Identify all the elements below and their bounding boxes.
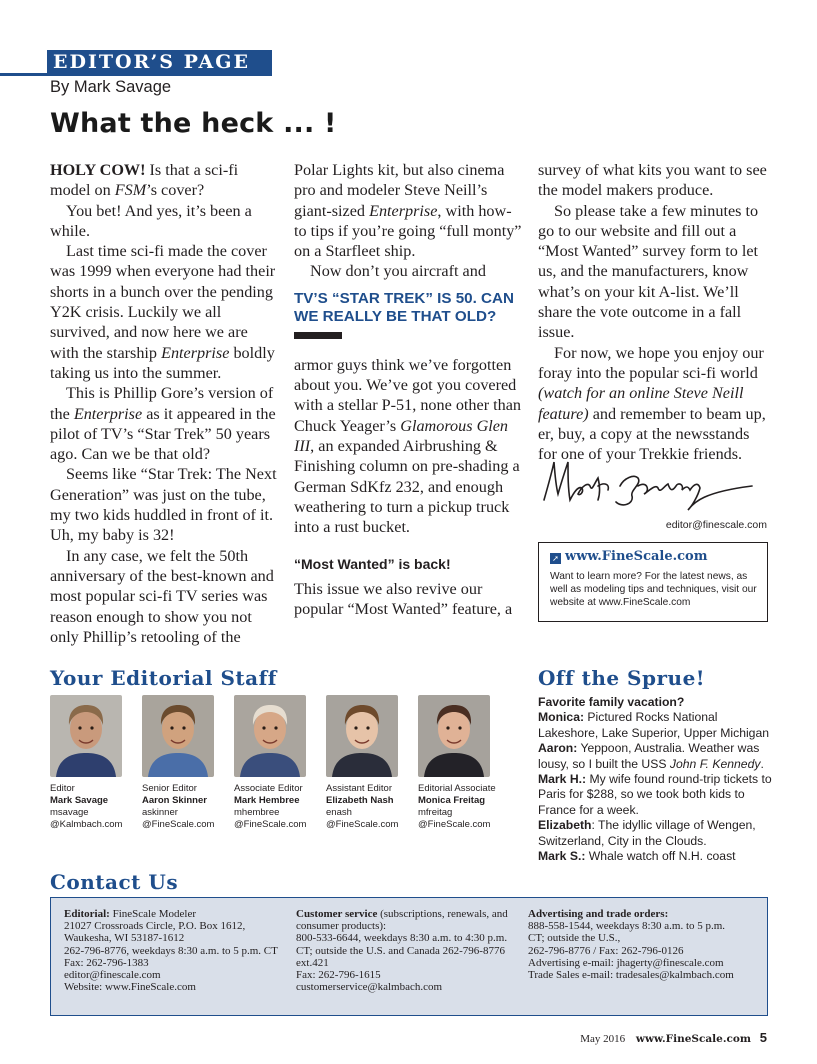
paragraph: For now, we hope you enjoy our foray into the popular sci-fi world (watch for an online Steve Neill feature) and remember to beam up, er, buy, a copy at the newsstands for one of your Trekkie friends. — [538, 343, 766, 464]
paragraph: armor guys think we’ve forgotten about you. We’ve got you covered with a stellar P-51, none other than Chuck Yeager’s Glamorous Glen III, an expanded Airbrushing & Finishing column on pre-shading a German SdKfz 232, and enough weathering to turn a pickup truck into a rust bucket. — [294, 355, 522, 537]
staff-email-domain[interactable]: @FineScale.com — [418, 819, 491, 830]
contact-line: editor@finescale.com — [64, 969, 161, 982]
contact-line: Fax: 262-796-1615 — [296, 969, 381, 982]
pull-quote-bar — [294, 332, 342, 339]
staff-role: Senior Editor — [142, 783, 197, 794]
paragraph: Now don’t you aircraft and — [310, 262, 486, 281]
paragraph: HOLY COW! Is that a sci-fi model on FSM’s cover? — [50, 161, 239, 200]
staff-role: Associate Editor — [234, 783, 303, 794]
issue-date: May 2016 — [580, 1033, 626, 1045]
staff-email-domain[interactable]: @FineScale.com — [234, 819, 307, 830]
staff-email-domain[interactable]: @FineScale.com — [142, 819, 215, 830]
contact-line: CT; outside the U.S. and Canada 262-796-8776 — [296, 944, 505, 957]
sprue-answers — [538, 695, 773, 864]
contact-line: Website: www.FineScale.com — [64, 981, 196, 994]
staff-member — [326, 783, 416, 831]
paragraph: survey of what kits you want to see the model makers produce. — [538, 161, 767, 200]
staff-photo — [142, 695, 214, 777]
staff-role: Assistant Editor — [326, 783, 392, 794]
contact-editorial: Editorial: FineScale Modeler 21027 Crossroads Circle, P.O. Box 1612, Waukesha, WI 53187-1612 262-796-8776, weekdays 8:30 a.m. to 5 p.m. CT Fax: 262-796-1383 editor@finescale.com Website: www.FineScale.com — [64, 908, 289, 993]
staff-username[interactable]: msavage — [50, 807, 89, 818]
website-box — [538, 542, 768, 622]
staff-photo — [50, 695, 122, 777]
staff-photo — [326, 695, 398, 777]
contact-line: ext.421 — [296, 956, 329, 969]
paragraph: Last time sci-fi made the cover was 1999 when everyone had their shorts in a bunch over the pending Y2K crisis. Luckily we all survived, and now here we are with the starship Enterprise boldly taking us into the summer. — [50, 242, 276, 382]
contact-title: Contact Us — [50, 870, 179, 894]
staff-photo — [418, 695, 490, 777]
paragraph: In any case, we felt the 50th anniversary of the best-known and most popular sci-fi TV series was reason enough to show you not only Phillip’s retooling of the — [50, 546, 274, 646]
staff-username[interactable]: askinner — [142, 807, 178, 818]
article-column-2 — [294, 160, 524, 619]
staff-member — [142, 783, 232, 831]
paragraph: Polar Lights kit, but also cinema pro and modeler Steve Neill’s giant-sized Enterprise, with how-to tips if you’re going “full monty” on a Starfleet ship. — [294, 161, 522, 261]
staff-name: Mark Hembree — [234, 795, 300, 806]
headline: What the heck ... ! — [50, 108, 337, 139]
staff-photo — [234, 695, 306, 777]
staff-role: Editor — [50, 783, 75, 794]
contact-advertising: Advertising and trade orders: 888-558-1544, weekdays 8:30 a.m. to 5 p.m. CT; outside the U.S., 262-796-8776 / Fax: 262-796-0126 Advertising e-mail: jhagerty@finescale.com Trade Sales e-mail: tradesales@kalmbach.com — [528, 908, 758, 981]
paragraph: Seems like “Star Trek: The Next Generation” was just on the tube, my two kids huddled in front of it. Uh, my baby is 32! — [50, 465, 277, 545]
staff-username[interactable]: mhembree — [234, 807, 280, 818]
staff-name: Monica Freitag — [418, 795, 486, 806]
editor-email[interactable]: editor@finescale.com — [665, 519, 767, 531]
staff-member — [50, 783, 140, 831]
staff-email-domain[interactable]: @FineScale.com — [326, 819, 399, 830]
staff-name: Mark Savage — [50, 795, 109, 806]
subhead: “Most Wanted” is back! — [294, 556, 451, 573]
contact-line: 262-796-8776 / Fax: 262-796-0126 — [528, 944, 684, 957]
page-number: 5 — [759, 1030, 767, 1045]
article-column-3 — [538, 160, 768, 464]
contact-line: 800-533-6644, weekdays 8:30 a.m. to 4:30 p.m. — [296, 932, 508, 945]
sprue-answer: Mark S.: Whale watch off N.H. coast — [538, 849, 736, 864]
sprue-answer: Mark H.: My wife found round-trip tickets to Paris for $288, so we took both kids to France for a week. — [538, 772, 772, 817]
paragraph: This issue we also revive our popular “Most Wanted” feature, a — [294, 579, 513, 619]
contact-line: Trade Sales e-mail: tradesales@kalmbach.com — [528, 969, 734, 982]
staff-username[interactable]: enash — [326, 807, 352, 818]
staff-name: Elizabeth Nash — [326, 795, 394, 806]
staff-member — [234, 783, 324, 831]
sprue-title: Off the Sprue! — [538, 666, 706, 690]
contact-line: Fax: 262-796-1383 — [64, 956, 149, 969]
paragraph: This is Phillip Gore’s version of the Enterprise as it appeared in the pilot of TV’s “Star Trek” 50 years ago. Can we be that old? — [50, 384, 276, 464]
contact-customer-service: Customer service (subscriptions, renewals, and consumer products): 800-533-6644, weekdays 8:30 a.m. to 4:30 p.m. CT; outside the U.S. and Canada 262-796-8776 ext.421 Fax: 262-796-1615 customerservice@kalmbach.com — [296, 908, 521, 993]
staff-name: Aaron Skinner — [142, 795, 207, 806]
contact-line: 21027 Crossroads Circle, P.O. Box 1612, — [64, 920, 246, 933]
website-description: Want to learn more? For the latest news, as well as modeling tips and techniques, visit our website at www.FineScale.com — [550, 571, 757, 608]
footer-url[interactable]: www.FineScale.com — [635, 1033, 752, 1045]
paragraph: So please take a few minutes to go to our website and fill out a “Most Wanted” survey form to let us, and the manufacturers, know what’s on your kit A-list. We’ll share the vote outcome in a fall issue. — [538, 201, 759, 342]
pull-quote: TV’S “STAR TREK” IS 50. CAN WE REALLY BE THAT OLD? — [294, 289, 514, 325]
staff-role: Editorial Associate — [418, 783, 496, 794]
contact-line: Waukesha, WI 53187-1612 — [64, 932, 185, 945]
sprue-answer: Elizabeth: The idyllic village of Wengen, Switzerland, City in the Clouds. — [538, 818, 756, 848]
staff-member — [418, 783, 508, 831]
sprue-answer: Monica: Pictured Rocks National Lakeshore, Lake Superior, Upper Michigan — [538, 710, 770, 740]
staff-email-domain[interactable]: @Kalmbach.com — [50, 819, 123, 830]
website-title[interactable]: www.FineScale.com — [565, 549, 708, 564]
contact-line: customerservice@kalmbach.com — [296, 981, 443, 994]
article-column-1 — [50, 160, 278, 647]
page-footer — [580, 1030, 767, 1045]
contact-line: Advertising e-mail: jhagerty@finescale.com — [528, 956, 724, 969]
contact-box — [50, 897, 768, 1016]
contact-line: 888-558-1544, weekdays 8:30 a.m. to 5 p.m. — [528, 920, 726, 933]
signature-image — [538, 456, 758, 514]
arrow-icon: ➚ — [550, 553, 561, 564]
sprue-answer: Aaron: Yeppoon, Australia. Weather was lousy, so I built the USS John F. Kennedy. — [538, 741, 764, 771]
contact-line: CT; outside the U.S., — [528, 932, 621, 945]
sprue-question: Favorite family vacation? — [538, 695, 685, 709]
section-title: EDITOR’S PAGE — [53, 51, 250, 73]
paragraph: You bet! And yes, it’s been a while. — [50, 201, 252, 240]
byline: By Mark Savage — [50, 78, 172, 96]
staff-username[interactable]: mfreitag — [418, 807, 453, 818]
contact-line: consumer products): — [296, 920, 387, 933]
contact-line: 262-796-8776, weekdays 8:30 a.m. to 5 p.m. CT — [64, 944, 278, 957]
staff-title: Your Editorial Staff — [50, 666, 277, 690]
